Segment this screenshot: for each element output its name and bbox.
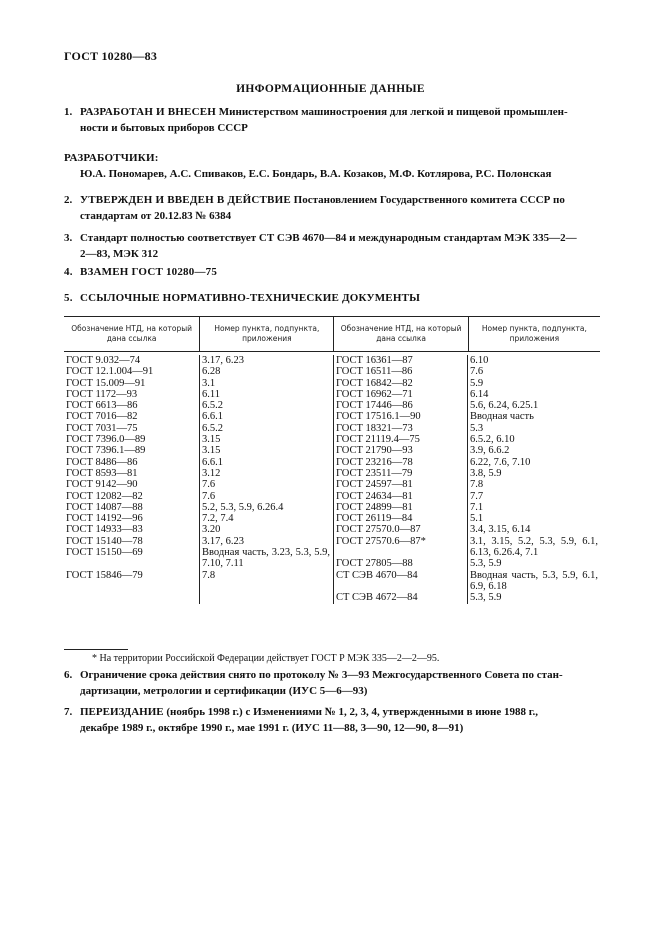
- table-cell-clause: 5.3: [470, 422, 484, 434]
- item-text: Постановлением Государственного комитета СССР по: [290, 194, 565, 206]
- item-lead: УТВЕРЖДЕН И ВВЕДЕН В ДЕЙСТВИЕ: [80, 194, 291, 206]
- table-cell-clause: 7.6: [202, 479, 216, 491]
- table-cell-clause: 5.2, 5.3, 5.9, 6.26.4: [202, 501, 284, 513]
- item-number: 5.: [64, 292, 73, 304]
- table-cell-ntd: ГОСТ 14192—96: [66, 513, 143, 525]
- column-header-clause-left: Номер пункта, подпункта, приложения: [200, 317, 334, 351]
- table-cell-clause: 5.3, 5.9: [470, 558, 502, 570]
- table-cell-ntd: ГОСТ 14933—83: [66, 524, 143, 536]
- table-cell-ntd: ГОСТ 8486—86: [66, 456, 138, 468]
- table-cell-clause: 3.20: [202, 524, 221, 536]
- table-cell-ntd: СТ СЭВ 4672—84: [336, 592, 418, 604]
- table-cell-ntd: ГОСТ 24899—81: [336, 501, 413, 513]
- table-cell-clause: 3.17, 6.23: [202, 355, 244, 366]
- table-cell-clause: 7.6: [470, 366, 484, 378]
- table-cell-clause: 3.1: [202, 377, 216, 389]
- column-clause-right: [468, 355, 600, 604]
- table-cell-ntd: ГОСТ 16361—87: [336, 355, 413, 366]
- item-2: [64, 192, 600, 224]
- table-cell-clause: 3.15: [202, 445, 221, 457]
- footnote-divider: [64, 649, 128, 650]
- table-cell-ntd: ГОСТ 27570.6—87*: [336, 535, 426, 547]
- table-cell-clause: 6.5.2: [202, 422, 223, 434]
- item-text: ВЗАМЕН ГОСТ 10280—75: [80, 266, 218, 278]
- item-text: ССЫЛОЧНЫЕ НОРМАТИВНО-ТЕХНИЧЕСКИЕ ДОКУМЕНТЫ: [80, 292, 421, 304]
- table-header: [64, 316, 600, 352]
- table-cell-ntd: ГОСТ 16962—71: [336, 388, 413, 400]
- table-cell-ntd: ГОСТ 8593—81: [66, 467, 138, 479]
- item-number: 1.: [64, 106, 73, 118]
- table-cell-ntd: ГОСТ 14087—88: [66, 501, 143, 513]
- table-cell-clause: 3.17, 6.23: [202, 535, 244, 547]
- table-cell-clause: 7.6: [202, 490, 216, 502]
- table-cell-clause: 6.11: [202, 388, 220, 400]
- table-cell-clause: 5.6, 6.24, 6.25.1: [470, 400, 539, 412]
- column-ntd-left: [64, 355, 200, 604]
- item-text: Министерством машиностроения для легкой и пищевой промышлен-: [216, 106, 568, 118]
- column-header-ntd-left: Обозначение НТД, на который дана ссылка: [64, 317, 200, 351]
- table-cell-ntd: ГОСТ 27805—88: [336, 558, 413, 570]
- item-number: 3.: [64, 232, 73, 244]
- item-number: 4.: [64, 266, 73, 278]
- column-ntd-right: [334, 355, 468, 604]
- table-cell-ntd: ГОСТ 9.032—74: [66, 355, 141, 366]
- table-cell-clause: 6.28: [202, 366, 221, 378]
- developers-list: Ю.А. Пономарев, А.С. Спиваков, Е.С. Бондарь, В.А. Козаков, М.Ф. Котлярова, Р.С. Полонская: [80, 168, 552, 180]
- table-cell-clause: 7.2, 7.4: [202, 513, 234, 525]
- item-4: [64, 264, 600, 280]
- page-title: ИНФОРМАЦИОННЫЕ ДАННЫЕ: [236, 83, 425, 95]
- item-text: ПЕРЕИЗДАНИЕ (ноябрь 1998 г.) с Изменениями № 1, 2, 3, 4, утвержденными в июне 1988 г.,: [80, 706, 539, 718]
- item-number: 6.: [64, 669, 73, 681]
- table-cell-ntd: ГОСТ 9142—90: [66, 479, 138, 491]
- table-cell-clause: 3.9, 6.6.2: [470, 445, 510, 457]
- item-continuation: декабре 1989 г., октябре 1990 г., мае 1991 г. (ИУС 11—88, 3—90, 12—90, 8—91): [80, 722, 464, 734]
- item-6: [64, 667, 600, 699]
- table-cell-ntd: ГОСТ 17446—86: [336, 400, 413, 412]
- item-lead: РАЗРАБОТАН И ВНЕСЕН: [80, 106, 217, 118]
- item-continuation: дартизации, метрологии и сертификации (ИУС 5—6—93): [80, 685, 368, 697]
- table-cell-ntd: ГОСТ 15140—78: [66, 535, 143, 547]
- table-cell-clause: 7.8: [470, 479, 484, 491]
- table-cell-ntd: ГОСТ 15150—69: [66, 547, 143, 559]
- developers-label: РАЗРАБОТЧИКИ:: [64, 152, 159, 164]
- table-cell-ntd: ГОСТ 15846—79: [66, 569, 143, 581]
- table-cell-ntd: ГОСТ 16842—82: [336, 377, 413, 389]
- table-cell-ntd: ГОСТ 16511—86: [336, 366, 413, 378]
- table-cell-clause: Вводная часть, 3.23, 5.3, 5.9, 7.10, 7.11: [202, 547, 330, 570]
- table-cell-clause: 7.8: [202, 569, 216, 581]
- table-body: [64, 352, 600, 604]
- table-cell-clause: 6.6.1: [202, 456, 223, 468]
- table-cell-clause: 3.15: [202, 434, 221, 446]
- table-cell-ntd: ГОСТ 23511—79: [336, 467, 413, 479]
- item-7: [64, 704, 600, 736]
- column-header-clause-right: Номер пункта, подпункта, приложения: [481, 324, 587, 343]
- table-cell-ntd: ГОСТ 12.1.004—91: [66, 366, 154, 378]
- table-cell-clause: 6.14: [470, 388, 489, 400]
- item-3: [64, 230, 600, 262]
- item-text: Ограничение срока действия снято по протоколу № 3—93 Межгосударственного Совета по стан-: [80, 669, 563, 681]
- footnote: * На территории Российской Федерации действует ГОСТ Р МЭК 335—2—2—95.: [92, 653, 440, 664]
- column-header-ntd-right: Обозначение НТД, на который дана ссылка: [334, 317, 468, 351]
- table-cell-clause: 5.9: [470, 377, 484, 389]
- table-cell-ntd: ГОСТ 24597—81: [336, 479, 413, 491]
- table-cell-ntd: ГОСТ 7396.1—89: [66, 445, 146, 457]
- table-cell-ntd: ГОСТ 1172—93: [66, 388, 138, 400]
- table-cell-clause: 6.10: [470, 355, 489, 366]
- table-cell-ntd: ГОСТ 24634—81: [336, 490, 413, 502]
- page-header: ГОСТ 10280—83: [64, 49, 158, 63]
- table-cell-ntd: ГОСТ 15.009—91: [66, 377, 146, 389]
- table-cell-clause: 6.6.1: [202, 411, 223, 423]
- column-clause-left: [200, 355, 334, 604]
- table-cell-ntd: СТ СЭВ 4670—84: [336, 569, 418, 581]
- table-cell-clause: 5.3, 5.9: [470, 592, 502, 604]
- table-cell-ntd: ГОСТ 12082—82: [66, 490, 143, 502]
- table-cell-ntd: ГОСТ 7016—82: [66, 411, 138, 423]
- table-cell-clause: 7.1: [470, 501, 484, 513]
- item-5: [64, 290, 600, 306]
- table-cell-ntd: ГОСТ 21790—93: [336, 445, 413, 457]
- item-number: 7.: [64, 706, 73, 718]
- table-cell-ntd: ГОСТ 26119—84: [336, 513, 413, 525]
- table-cell-clause: 3.8, 5.9: [470, 467, 502, 479]
- table-cell-clause: 3.4, 3.15, 6.14: [470, 524, 531, 536]
- table-cell-clause: 3.1, 3.15, 5.2, 5.3, 5.9, 6.1, 6.13, 6.26.4, 7.1: [470, 535, 598, 559]
- item-continuation: ности и бытовых приборов СССР: [80, 122, 248, 134]
- item-1: [64, 104, 600, 136]
- table-cell-ntd: ГОСТ 23216—78: [336, 456, 413, 468]
- item-continuation: 2—83, МЭК 312: [80, 248, 159, 260]
- item-number: 2.: [64, 194, 73, 206]
- table-cell-ntd: ГОСТ 21119.4—75: [336, 434, 420, 446]
- table-cell-clause: Вводная часть, 5.3, 5.9, 6.1, 6.9, 6.18: [470, 569, 598, 592]
- table-cell-ntd: ГОСТ 6613—86: [66, 400, 138, 412]
- reference-table: [64, 316, 600, 604]
- table-cell-clause: 6.22, 7.6, 7.10: [470, 456, 531, 468]
- table-cell-clause: 7.7: [470, 490, 484, 502]
- table-cell-ntd: ГОСТ 7031—75: [66, 422, 138, 434]
- table-cell-ntd: ГОСТ 27570.0—87: [336, 524, 421, 536]
- item-continuation: стандартам от 20.12.83 № 6384: [80, 210, 232, 222]
- table-cell-clause: 5.1: [470, 513, 484, 525]
- table-cell-ntd: ГОСТ 17516.1—90: [336, 411, 421, 423]
- table-cell-clause: 6.5.2, 6.10: [470, 434, 515, 446]
- table-cell-clause: Вводная часть: [470, 411, 534, 423]
- table-cell-clause: 6.5.2: [202, 400, 223, 412]
- item-text: Стандарт полностью соответствует СТ СЭВ 4670—84 и международным стандартам МЭК 335—2—: [80, 232, 577, 244]
- table-cell-clause: 3.12: [202, 467, 221, 479]
- table-cell-ntd: ГОСТ 7396.0—89: [66, 434, 146, 446]
- table-cell-ntd: ГОСТ 18321—73: [336, 422, 413, 434]
